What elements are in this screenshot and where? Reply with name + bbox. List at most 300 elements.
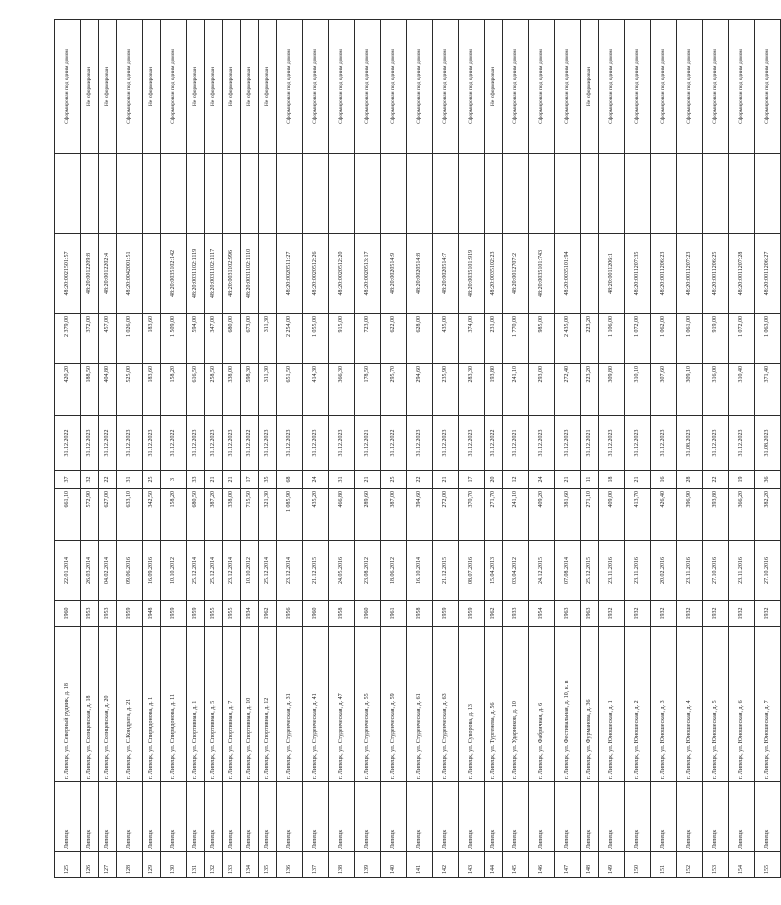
cell-land-status: Не сформирован bbox=[241, 20, 259, 154]
cell-total-area: 435,20 bbox=[303, 489, 329, 541]
table-row bbox=[277, 20, 303, 878]
cell-living-area: 310,40 bbox=[729, 364, 755, 416]
cell-address: г. Липецк, ул. Ударников, д. 10 bbox=[503, 627, 529, 782]
cell-living-area: 366,30 bbox=[329, 364, 355, 416]
table-row bbox=[651, 20, 677, 878]
cell-date: 27.10.2016 bbox=[755, 541, 781, 601]
cell-relocation-deadline: 31.12.2023 bbox=[223, 416, 241, 471]
cell-land-area: 1 062,00 bbox=[651, 314, 677, 364]
cell-relocation-deadline: 31.12.2023 bbox=[81, 416, 99, 471]
cell-residents-count: 21 bbox=[355, 471, 381, 489]
cell-total-area: 413,70 bbox=[625, 489, 651, 541]
cell-city: Липецк bbox=[625, 782, 651, 852]
cell-land-status: Сформирован под одним домом bbox=[529, 20, 555, 154]
cell-land-area: 1 055,00 bbox=[303, 314, 329, 364]
cell-year-built: 1955 bbox=[223, 601, 241, 627]
cell-residents-count: 19 bbox=[729, 471, 755, 489]
cell-year-built: 1955 bbox=[205, 601, 223, 627]
cell-extra bbox=[599, 154, 625, 234]
cell-row-number: 132 bbox=[205, 852, 223, 878]
cell-row-number: 131 bbox=[187, 852, 205, 878]
cell-extra bbox=[355, 154, 381, 234]
cell-extra bbox=[99, 154, 117, 234]
cell-total-area: 272,00 bbox=[433, 489, 459, 541]
cell-date: 10.10.2012 bbox=[241, 541, 259, 601]
cell-total-area: 572,90 bbox=[81, 489, 99, 541]
cell-residents-count: 31 bbox=[117, 471, 143, 489]
cell-total-area: 387,00 bbox=[381, 489, 407, 541]
cell-city: Липецк bbox=[81, 782, 99, 852]
cell-cadastral-number: 48:20:0035102:142 bbox=[161, 234, 187, 314]
table-row bbox=[503, 20, 529, 878]
cell-address: г. Липецк, ул. Спортивная, д. 12 bbox=[259, 627, 277, 782]
table-row bbox=[529, 20, 555, 878]
cell-date: 23.11.2016 bbox=[599, 541, 625, 601]
cell-year-built: 1962 bbox=[485, 601, 503, 627]
cell-row-number: 149 bbox=[599, 852, 625, 878]
cell-relocation-deadline: 31.08.2023 bbox=[755, 416, 781, 471]
cell-residents-count: 35 bbox=[259, 471, 277, 489]
cell-land-area: 374,00 bbox=[459, 314, 485, 364]
cell-total-area: 409,20 bbox=[529, 489, 555, 541]
cell-total-area: 289,60 bbox=[355, 489, 381, 541]
cell-land-status: Сформирован под одним домом bbox=[459, 20, 485, 154]
cell-total-area: 381,60 bbox=[555, 489, 581, 541]
cell-row-number: 139 bbox=[355, 852, 381, 878]
cell-relocation-deadline: 31.12.2023 bbox=[259, 416, 277, 471]
cell-total-area: 387,20 bbox=[205, 489, 223, 541]
cell-date: 09.06.2016 bbox=[117, 541, 143, 601]
cell-relocation-deadline: 31.12.2023 bbox=[459, 416, 485, 471]
cell-address: г. Липецк, ул. Юношеская, д. 1 bbox=[599, 627, 625, 782]
cell-extra bbox=[117, 154, 143, 234]
cell-land-area: 628,00 bbox=[407, 314, 433, 364]
cell-cadastral-number: 48:20:0031102:1119 bbox=[187, 234, 205, 314]
cell-cadastral-number: 48:20:0012202:4 bbox=[99, 234, 117, 314]
cell-address: г. Липецк, ул. Фабричная, д. 6 bbox=[529, 627, 555, 782]
cell-city: Липецк bbox=[485, 782, 503, 852]
cell-land-status: Сформирован под одним домом bbox=[303, 20, 329, 154]
table-row bbox=[625, 20, 651, 878]
cell-living-area: 295,70 bbox=[381, 364, 407, 416]
cell-living-area: 316,00 bbox=[703, 364, 729, 416]
table-row bbox=[355, 20, 381, 878]
cell-address: г. Липецк, ул. Юношеская, д. 6 bbox=[729, 627, 755, 782]
cell-extra bbox=[529, 154, 555, 234]
cell-living-area: 258,50 bbox=[205, 364, 223, 416]
cell-extra bbox=[303, 154, 329, 234]
cell-land-area: 723,00 bbox=[355, 314, 381, 364]
cell-extra bbox=[277, 154, 303, 234]
cell-land-status: Сформирован под одним домом bbox=[503, 20, 529, 154]
cell-city: Липецк bbox=[459, 782, 485, 852]
cell-extra bbox=[55, 154, 81, 234]
cell-living-area: 598,30 bbox=[241, 364, 259, 416]
cell-year-built: 1963 bbox=[555, 601, 581, 627]
cell-date: 25.12.2014 bbox=[205, 541, 223, 601]
cell-total-area: 680,50 bbox=[187, 489, 205, 541]
cell-cadastral-number: 48:20:0035101:743 bbox=[529, 234, 555, 314]
cell-address: г. Липецк, ул. Юношеская, д. 2 bbox=[625, 627, 651, 782]
cell-cadastral-number: 48:20:0011206:25 bbox=[703, 234, 729, 314]
cell-land-area: 919,00 bbox=[703, 314, 729, 364]
cell-land-status: Сформирован под одним домом bbox=[381, 20, 407, 154]
cell-address: г. Липецк, ул. Спиридонова, д. 1 bbox=[143, 627, 161, 782]
cell-year-built: 1959 bbox=[187, 601, 205, 627]
cell-row-number: 134 bbox=[241, 852, 259, 878]
cell-year-built: 1932 bbox=[651, 601, 677, 627]
cell-living-area: 404,80 bbox=[99, 364, 117, 416]
cell-address: г. Липецк, ул. Суворова, д. 13 bbox=[459, 627, 485, 782]
cell-extra bbox=[485, 154, 503, 234]
cell-living-area: 307,60 bbox=[651, 364, 677, 416]
cell-living-area: 371,40 bbox=[755, 364, 781, 416]
cell-date: 04.02.2014 bbox=[99, 541, 117, 601]
cell-date: 16.09.2016 bbox=[143, 541, 161, 601]
cell-total-area: 338,00 bbox=[223, 489, 241, 541]
cell-land-status: Не сформирован bbox=[187, 20, 205, 154]
cell-row-number: 145 bbox=[503, 852, 529, 878]
housing-register-table bbox=[54, 19, 781, 878]
cell-row-number: 148 bbox=[581, 852, 599, 878]
cell-row-number: 143 bbox=[459, 852, 485, 878]
cell-relocation-deadline: 31.12.2023 bbox=[329, 416, 355, 471]
cell-residents-count: 18 bbox=[599, 471, 625, 489]
cell-land-area: 2 435,00 bbox=[555, 314, 581, 364]
cell-land-status: Не сформирован bbox=[581, 20, 599, 154]
cell-relocation-deadline: 31.12.2021 bbox=[355, 416, 381, 471]
table-row bbox=[703, 20, 729, 878]
cell-address: г. Липецк, ул. Спортивная, д. 10 bbox=[241, 627, 259, 782]
cell-cadastral-number: 48:20:0042001:51 bbox=[117, 234, 143, 314]
cell-date: 21.12.2015 bbox=[433, 541, 459, 601]
cell-total-area: 271,10 bbox=[581, 489, 599, 541]
cell-land-area: 1 061,00 bbox=[677, 314, 703, 364]
cell-cadastral-number: 48:20:0011206:27 bbox=[755, 234, 781, 314]
cell-year-built: 1932 bbox=[625, 601, 651, 627]
table-row bbox=[433, 20, 459, 878]
cell-relocation-deadline: 31.12.2021 bbox=[581, 416, 599, 471]
cell-extra bbox=[161, 154, 187, 234]
cell-land-status: Сформирован под одним домом bbox=[161, 20, 187, 154]
cell-total-area: 715,50 bbox=[241, 489, 259, 541]
table-row bbox=[187, 20, 205, 878]
cell-city: Липецк bbox=[677, 782, 703, 852]
cell-cadastral-number: 48:20:0020514:8 bbox=[407, 234, 433, 314]
cell-land-status: Не сформирован bbox=[99, 20, 117, 154]
cell-cadastral-number: 48:20:0031102:1117 bbox=[205, 234, 223, 314]
cell-year-built: 1933 bbox=[503, 601, 529, 627]
cell-land-area: 680,00 bbox=[223, 314, 241, 364]
cell-row-number: 125 bbox=[55, 852, 81, 878]
cell-date: 25.12.2014 bbox=[187, 541, 205, 601]
cell-relocation-deadline: 31.12.2023 bbox=[407, 416, 433, 471]
cell-cadastral-number: 48:20:0011207:28 bbox=[729, 234, 755, 314]
cell-land-status: Сформирован под одним домом bbox=[703, 20, 729, 154]
cell-date: 25.12.2015 bbox=[581, 541, 599, 601]
cell-city: Липецк bbox=[703, 782, 729, 852]
cell-residents-count: 32 bbox=[81, 471, 99, 489]
table-row bbox=[729, 20, 755, 878]
cell-address: г. Липецк, ул. Студенческая, д. 61 bbox=[407, 627, 433, 782]
cell-address: г. Липецк, ул. Спортивная, д. 1 bbox=[187, 627, 205, 782]
cell-address: г. Липецк, ул. Юношеская, д. 5 bbox=[703, 627, 729, 782]
cell-cadastral-number: 48:20:0020511:27 bbox=[277, 234, 303, 314]
cell-extra bbox=[555, 154, 581, 234]
cell-address: г. Липецк, ул. Тургенева, д. 56 bbox=[485, 627, 503, 782]
cell-address: г. Липецк, ул. Студенческая, д. 41 bbox=[303, 627, 329, 782]
cell-city: Липецк bbox=[303, 782, 329, 852]
cell-cadastral-number bbox=[143, 234, 161, 314]
cell-relocation-deadline: 31.12.2023 bbox=[277, 416, 303, 471]
table-row bbox=[117, 20, 143, 878]
cell-land-area: 231,00 bbox=[485, 314, 503, 364]
cell-land-status: Не сформирован bbox=[485, 20, 503, 154]
cell-year-built: 1960 bbox=[55, 601, 81, 627]
cell-land-area: 311,30 bbox=[259, 314, 277, 364]
cell-year-built: 1959 bbox=[117, 601, 143, 627]
cell-living-area: 414,30 bbox=[303, 364, 329, 416]
table-row bbox=[259, 20, 277, 878]
cell-cadastral-number: 48:20:0020514:7 bbox=[433, 234, 459, 314]
cell-total-area: 394,60 bbox=[407, 489, 433, 541]
cell-address: г. Липецк, ул. Северный рудник, д. 18 bbox=[55, 627, 81, 782]
cell-relocation-deadline: 31.12.2023 bbox=[625, 416, 651, 471]
cell-extra bbox=[459, 154, 485, 234]
cell-living-area: 651,50 bbox=[277, 364, 303, 416]
cell-living-area: 183,60 bbox=[143, 364, 161, 416]
cell-land-area: 622,00 bbox=[381, 314, 407, 364]
cell-land-area: 2 254,00 bbox=[277, 314, 303, 364]
cell-residents-count: 28 bbox=[677, 471, 703, 489]
cell-city: Липецк bbox=[599, 782, 625, 852]
cell-residents-count: 21 bbox=[433, 471, 459, 489]
table-row bbox=[143, 20, 161, 878]
cell-land-area: 985,00 bbox=[529, 314, 555, 364]
cell-living-area: 283,30 bbox=[459, 364, 485, 416]
cell-extra bbox=[205, 154, 223, 234]
cell-living-area: 338,00 bbox=[223, 364, 241, 416]
cell-extra bbox=[625, 154, 651, 234]
cell-date: 23.11.2016 bbox=[729, 541, 755, 601]
cell-relocation-deadline: 31.12.2023 bbox=[555, 416, 581, 471]
cell-residents-count: 11 bbox=[581, 471, 599, 489]
cell-relocation-deadline: 31.12.2022 bbox=[241, 416, 259, 471]
cell-year-built: 1958 bbox=[329, 601, 355, 627]
cell-cadastral-number: 48:20:0031102:996 bbox=[223, 234, 241, 314]
cell-total-area: 393,80 bbox=[703, 489, 729, 541]
cell-land-status: Не сформирован bbox=[259, 20, 277, 154]
cell-land-area: 457,00 bbox=[99, 314, 117, 364]
cell-date: 08.07.2016 bbox=[459, 541, 485, 601]
cell-living-area: 241,10 bbox=[503, 364, 529, 416]
cell-row-number: 154 bbox=[729, 852, 755, 878]
cell-city: Липецк bbox=[503, 782, 529, 852]
table-row bbox=[677, 20, 703, 878]
cell-extra bbox=[143, 154, 161, 234]
cell-total-area: 321,30 bbox=[259, 489, 277, 541]
cell-land-area: 1 026,00 bbox=[117, 314, 143, 364]
cell-city: Липецк bbox=[241, 782, 259, 852]
cell-date: 26.03.2014 bbox=[81, 541, 99, 601]
cell-city: Липецк bbox=[205, 782, 223, 852]
cell-address: г. Липецк, ул. Солнцевская, д. 20 bbox=[99, 627, 117, 782]
cell-year-built: 1959 bbox=[161, 601, 187, 627]
cell-land-status: Сформирован под одним домом bbox=[651, 20, 677, 154]
cell-year-built: 1932 bbox=[755, 601, 781, 627]
cell-total-area: 661,10 bbox=[55, 489, 81, 541]
cell-total-area: 627,00 bbox=[99, 489, 117, 541]
rotated-table-container bbox=[54, 20, 771, 878]
cell-extra bbox=[241, 154, 259, 234]
cell-address: г. Липецк, ул. Юношеская, д. 3 bbox=[651, 627, 677, 782]
cell-land-area: 1 072,00 bbox=[625, 314, 651, 364]
cell-city: Липецк bbox=[529, 782, 555, 852]
cell-residents-count: 31 bbox=[329, 471, 355, 489]
cell-extra bbox=[703, 154, 729, 234]
cell-total-area: 382,20 bbox=[755, 489, 781, 541]
cell-address: г. Липецк, ул. Студенческая, д. 55 bbox=[355, 627, 381, 782]
cell-land-area: 183,60 bbox=[143, 314, 161, 364]
cell-date: 16.10.2014 bbox=[407, 541, 433, 601]
table-row bbox=[755, 20, 781, 878]
cell-living-area: 311,30 bbox=[259, 364, 277, 416]
cell-year-built: 1961 bbox=[381, 601, 407, 627]
cell-total-area: 466,80 bbox=[329, 489, 355, 541]
cell-city: Липецк bbox=[223, 782, 241, 852]
cell-total-area: 342,50 bbox=[143, 489, 161, 541]
cell-date: 22.01.2014 bbox=[55, 541, 81, 601]
cell-residents-count: 22 bbox=[407, 471, 433, 489]
cell-row-number: 129 bbox=[143, 852, 161, 878]
cell-relocation-deadline: 31.12.2021 bbox=[503, 416, 529, 471]
cell-cadastral-number: 48:20:0011207:23 bbox=[677, 234, 703, 314]
table-row bbox=[581, 20, 599, 878]
cell-land-status: Сформирован под одним домом bbox=[329, 20, 355, 154]
table-row bbox=[241, 20, 259, 878]
cell-date: 23.11.2016 bbox=[677, 541, 703, 601]
cell-row-number: 126 bbox=[81, 852, 99, 878]
cell-city: Липецк bbox=[555, 782, 581, 852]
cell-residents-count: 25 bbox=[143, 471, 161, 489]
cell-city: Липецк bbox=[407, 782, 433, 852]
cell-row-number: 144 bbox=[485, 852, 503, 878]
cell-land-status: Сформирован под одним домом bbox=[355, 20, 381, 154]
cell-living-area: 309,80 bbox=[599, 364, 625, 416]
cell-total-area: 1 085,90 bbox=[277, 489, 303, 541]
cell-date: 23.12.2014 bbox=[223, 541, 241, 601]
cell-relocation-deadline: 31.12.2023 bbox=[143, 416, 161, 471]
cell-land-area: 594,00 bbox=[187, 314, 205, 364]
cell-residents-count: 36 bbox=[755, 471, 781, 489]
cell-living-area: 309,10 bbox=[677, 364, 703, 416]
table-row bbox=[205, 20, 223, 878]
cell-land-area: 372,00 bbox=[81, 314, 99, 364]
cell-row-number: 130 bbox=[161, 852, 187, 878]
cell-row-number: 152 bbox=[677, 852, 703, 878]
cell-year-built: 1932 bbox=[729, 601, 755, 627]
cell-total-area: 366,20 bbox=[729, 489, 755, 541]
cell-year-built: 1960 bbox=[303, 601, 329, 627]
cell-cadastral-number: 48:20:0035101:919 bbox=[459, 234, 485, 314]
cell-extra bbox=[407, 154, 433, 234]
cell-total-area: 241,10 bbox=[503, 489, 529, 541]
cell-living-area: 310,10 bbox=[625, 364, 651, 416]
cell-city: Липецк bbox=[729, 782, 755, 852]
cell-cadastral-number: 48:20:0020513:17 bbox=[355, 234, 381, 314]
cell-land-status: Сформирован под одним домом bbox=[555, 20, 581, 154]
cell-residents-count: 24 bbox=[303, 471, 329, 489]
table-row bbox=[303, 20, 329, 878]
cell-row-number: 128 bbox=[117, 852, 143, 878]
cell-land-area: 1 072,00 bbox=[729, 314, 755, 364]
cell-extra bbox=[651, 154, 677, 234]
cell-relocation-deadline: 31.12.2023 bbox=[651, 416, 677, 471]
cell-extra bbox=[503, 154, 529, 234]
cell-cadastral-number: 48:20:0035101:94 bbox=[555, 234, 581, 314]
cell-relocation-deadline: 31.08.2023 bbox=[677, 416, 703, 471]
cell-address: г. Липецк, ул. Солнцевская, д. 18 bbox=[81, 627, 99, 782]
cell-extra bbox=[381, 154, 407, 234]
cell-year-built: 1960 bbox=[355, 601, 381, 627]
cell-residents-count: 16 bbox=[651, 471, 677, 489]
cell-extra bbox=[259, 154, 277, 234]
cell-living-area: 293,00 bbox=[529, 364, 555, 416]
cell-row-number: 140 bbox=[381, 852, 407, 878]
cell-cadastral-number bbox=[259, 234, 277, 314]
cell-land-status: Сформирован под одним домом bbox=[677, 20, 703, 154]
table-row bbox=[329, 20, 355, 878]
cell-residents-count: 12 bbox=[503, 471, 529, 489]
cell-year-built: 1932 bbox=[703, 601, 729, 627]
cell-date: 27.10.2016 bbox=[703, 541, 729, 601]
cell-cadastral-number: 48:20:0021501:57 bbox=[55, 234, 81, 314]
cell-year-built: 1958 bbox=[407, 601, 433, 627]
cell-city: Липецк bbox=[329, 782, 355, 852]
table-row bbox=[459, 20, 485, 878]
cell-cadastral-number: 48:20:0020512:20 bbox=[329, 234, 355, 314]
cell-year-built: 1962 bbox=[259, 601, 277, 627]
cell-total-area: 426,40 bbox=[651, 489, 677, 541]
cell-land-area: 1 063,00 bbox=[755, 314, 781, 364]
cell-date: 21.12.2015 bbox=[303, 541, 329, 601]
cell-year-built: 1953 bbox=[99, 601, 117, 627]
cell-city: Липецк bbox=[117, 782, 143, 852]
cell-city: Липецк bbox=[433, 782, 459, 852]
cell-residents-count: 37 bbox=[55, 471, 81, 489]
cell-extra bbox=[729, 154, 755, 234]
cell-extra bbox=[677, 154, 703, 234]
cell-cadastral-number: 48:20:0012209:8 bbox=[81, 234, 99, 314]
cell-extra bbox=[223, 154, 241, 234]
cell-residents-count: 21 bbox=[555, 471, 581, 489]
cell-living-area: 158,20 bbox=[161, 364, 187, 416]
cell-land-status: Сформирован под одним домом bbox=[625, 20, 651, 154]
cell-residents-count: 25 bbox=[381, 471, 407, 489]
cell-relocation-deadline: 31.12.2022 bbox=[161, 416, 187, 471]
cell-city: Липецк bbox=[259, 782, 277, 852]
cell-city: Липецк bbox=[187, 782, 205, 852]
cell-date: 20.02.2016 bbox=[651, 541, 677, 601]
cell-land-status: Сформирован под одним домом bbox=[599, 20, 625, 154]
cell-living-area: 235,90 bbox=[433, 364, 459, 416]
cell-year-built: 1932 bbox=[599, 601, 625, 627]
cell-extra bbox=[329, 154, 355, 234]
cell-relocation-deadline: 31.12.2022 bbox=[381, 416, 407, 471]
cell-cadastral-number: 48:20:0012707:2 bbox=[503, 234, 529, 314]
cell-residents-count: 21 bbox=[205, 471, 223, 489]
cell-date: 18.06.2012 bbox=[381, 541, 407, 601]
